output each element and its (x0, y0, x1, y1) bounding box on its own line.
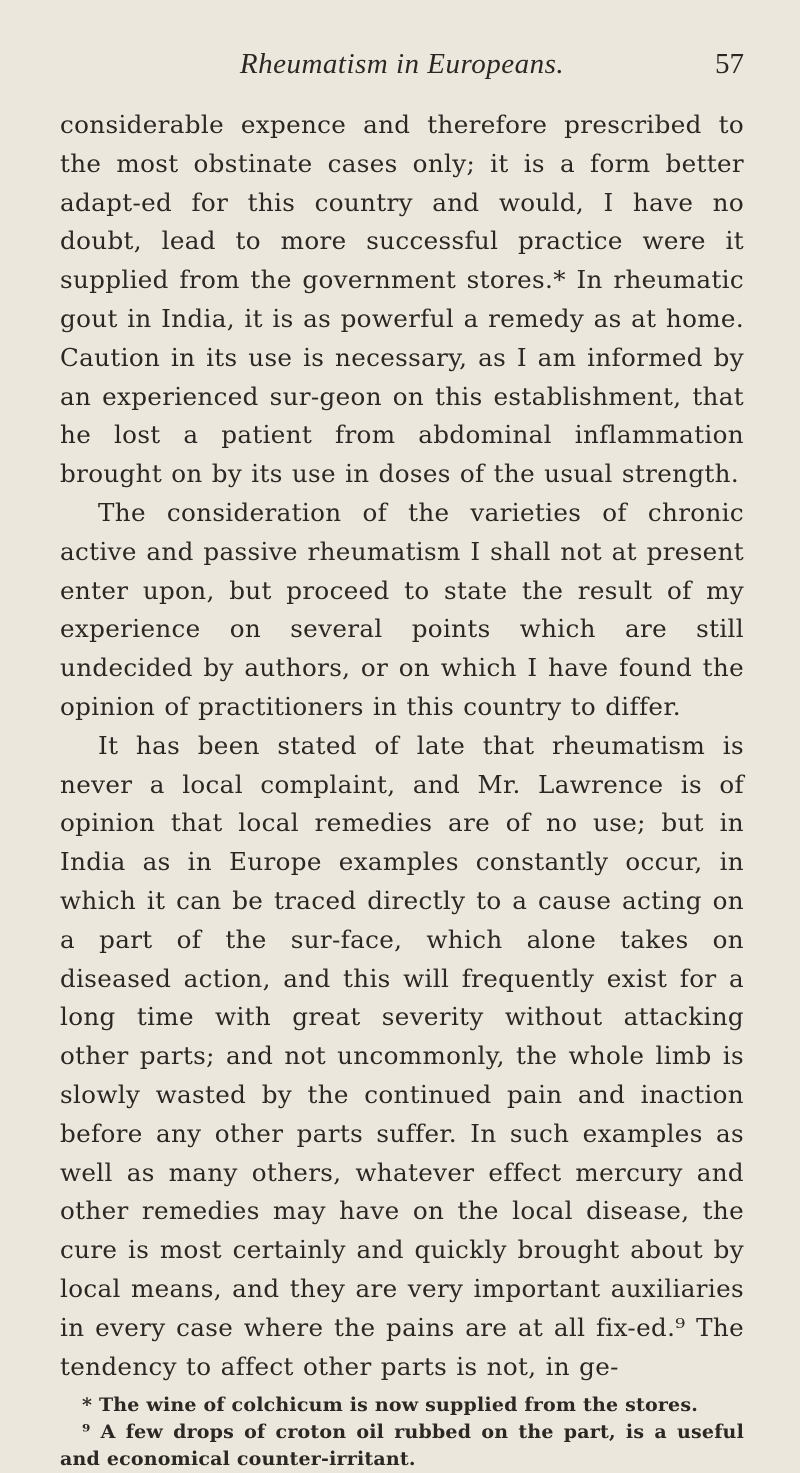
running-head: Rheumatism in Europeans. (239, 48, 565, 80)
paragraph-varieties: The consideration of the varieties of chronic active and passive rheumatism I shall not at present enter upon, but proceed to state the result of my experience on several points which are still undecided by authors, or on which I have found the opinion of practitioners in this country to differ. (60, 497, 744, 721)
footnote-colchicum: * The wine of colchicum is now supplied from the stores. (82, 1394, 699, 1417)
footnotes (60, 1392, 744, 1473)
page-header (60, 42, 744, 102)
paragraph-local-complaint: It has been stated of late that rheumatism is never a local complaint, and Mr. Lawrence is of opinion that local remedies are of no use; but in India as in Europe examples constantly occur, in which it can be traced directly to a cause acting on a part of the sur-face, which alone takes on diseased action, and this will frequently exist for a long time with great severity without attacking other parts; and not uncommonly, the whole limb is slowly wasted by the continued pain and inaction before any other parts suffer. In such examples as well as many others, whatever effect mercury and other remedies may have on the local disease, the cure is most certainly and quickly brought about by local means, and they are very important auxiliaries in every case where the pains are at all fix-ed.⁹ The tendency to affect other parts is not, in ge- (60, 730, 744, 1381)
footnote-croton-oil: ⁹ A few drops of croton oil rubbed on the part, is a useful and economical counter-irritant. (60, 1421, 744, 1471)
body-text (60, 106, 744, 1386)
page-number: 57 (715, 48, 744, 80)
paragraph-continued: considerable expence and therefore prescribed to the most obstinate cases only; it is a form better adapt-ed for this country and would, I have no doubt, lead to more successful practice were it supplied from the government stores.* In rheumatic gout in India, it is as powerful a remedy as at home. Caution in its use is necessary, as I am informed by an experienced sur-geon on this establishment, that he lost a patient from abdominal inflammation brought on by its use in doses of the usual strength. (60, 110, 744, 489)
